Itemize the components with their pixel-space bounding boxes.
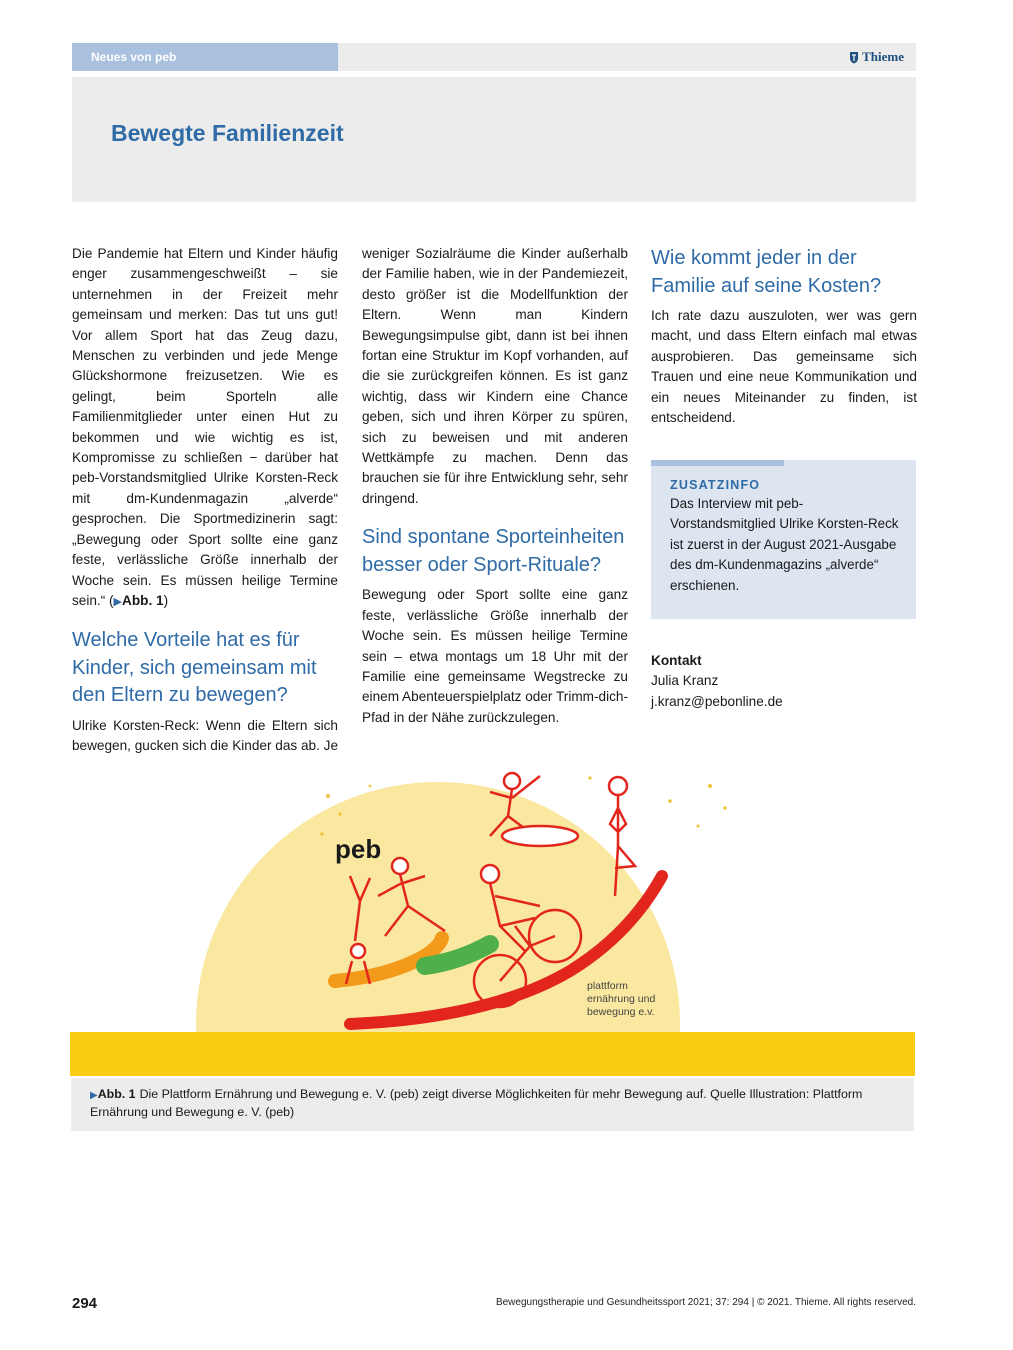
intro-text: Die Pandemie hat Eltern und Kinder häufig enger zusammengeschweißt – sie unternehmen in der Freizeit mehr gemeinsam und merken: Das tut uns gut! Vor allem Sport hat das Zeug dazu, Menschen zu verbinden und jede Menge Glückshormone freizusetzen. Wie es gelingt, beim Sporteln alle Familienmitglieder unter einen Hut zu bekommen und wie wichtig es ist, Kompromisse zu schließen − darüber hat peb-Vorstandsmitglied Ulrike Korsten-Reck mit dm-Kundenmagazin „alverde“ gesprochen. Die Sportmedizinerin sagt: „Bewegung oder Sport sollte eine ganz feste, verlässliche Größe innerhalb der Woche sein. Es müssen heilige Termine sein.“ ( — [72, 246, 338, 608]
figure-ref-arrow-icon: ▶ — [113, 595, 123, 608]
contact-email-link[interactable]: j.kranz@pebonline.de — [651, 693, 783, 709]
paragraph-kosten: Ich rate dazu auszuloten, wer was gern macht, und dass Eltern einfach mal etwas ausprobieren. Das gemeinsame sich Trauen und eine neue Kommunikation und ein neues Miteinander zu finden, ist entscheidend. — [651, 308, 917, 426]
info-box-kicker: ZUSATZINFO — [670, 478, 761, 492]
header-strip — [338, 43, 916, 71]
heading-spontan: Sind spontane Sporteinheiten besser oder Sport-Rituale? — [362, 526, 625, 576]
info-box — [651, 460, 916, 619]
section-label: Neues von peb — [72, 43, 338, 71]
intro-paragraph — [72, 244, 338, 612]
info-box-accent-bar — [651, 460, 784, 466]
peb-logo: peb — [335, 834, 382, 864]
figure-caption — [71, 1078, 914, 1131]
contact-block — [651, 651, 783, 712]
heading-vorteile: Welche Vorteile hat es für Kinder, sich gemeinsam mit den Eltern zu bewegen? — [72, 629, 317, 707]
caption-label: Abb. 1 — [97, 1087, 136, 1101]
contact-label: Kontakt — [651, 653, 702, 668]
platform-text-line1: plattform — [587, 980, 628, 992]
yellow-band — [70, 1032, 915, 1076]
article-title: Bewegte Familienzeit — [111, 120, 344, 146]
title-box — [72, 77, 916, 202]
column-2 — [362, 244, 628, 728]
family-sports-illustration — [70, 756, 915, 1076]
paragraph-spontan: Bewegung oder Sport sollte eine ganz feste, verlässliche Größe innerhalb der Woche sein. Es müssen heilige Termine sein – etwa montags um 18 Uhr mit der Familie eine gemeinsame Wegstrecke zu einem Abenteuerspielplatz oder Trimm-dich-Pfad in der Nähe zurückzulegen. — [362, 587, 628, 725]
footer-citation: Bewegungstherapie und Gesundheitssport 2021; 37: 294 | © 2021. Thieme. All rights reserved. — [495, 1297, 916, 1308]
heading-kosten: Wie kommt jeder in der Familie auf seine Kosten? — [651, 247, 882, 297]
intro-end: ) — [163, 592, 169, 608]
column-3 — [651, 244, 917, 428]
contact-name: Julia Kranz — [651, 673, 719, 689]
paragraph-vorteile-2: weniger Sozialräume die Kinder außerhalb der Familie haben, wie in der Pandemiezeit, desto größer ist die Modellfunktion der Eltern. Wenn man Kindern Bewegungsimpulse gibt, dann ist bei ihnen fortan eine Struktur im Kopf vorhanden, auf die sie zurückgreifen können. Es ist ganz wichtig, dass wir Kindern eine Chance geben, sich und ihren Körper zu spüren, sich zu beweisen und mit anderen Wettkämpfe zu machen. Denn das brauchen sie für ihre Entwicklung sehr, sehr dringend. — [362, 246, 628, 506]
info-box-text: Das Interview mit peb-Vorstandsmitglied Ulrike Korsten-Reck ist zuerst in der August 2021-Ausgabe des dm-Kundenmagazins „alverde“ erschienen. — [670, 496, 899, 593]
caption-text: Die Plattform Ernährung und Bewegung e. V. (peb) zeigt diverse Möglichkeiten für mehr Bewegung auf. Quelle Illustration: Plattform Ernährung und Bewegung e. V. (peb) — [90, 1087, 863, 1119]
figure-illustration — [70, 756, 915, 1076]
column-1 — [72, 244, 338, 757]
paragraph-vorteile-1: Ulrike Korsten-Reck: Wenn die Eltern sich bewegen, gucken sich die Kinder das ab. Je — [72, 717, 339, 754]
platform-text-line2: ernährung und — [587, 993, 656, 1005]
platform-text-line3: bewegung e.v. — [587, 1006, 655, 1018]
publisher-name: Thieme — [862, 49, 904, 64]
publisher-logo — [849, 49, 904, 65]
thieme-shield-icon — [849, 51, 859, 64]
page-number: 294 — [72, 1295, 98, 1312]
figure-reference-link[interactable]: Abb. 1 — [122, 592, 164, 608]
sun-circle — [196, 782, 680, 1076]
caption-arrow-icon: ▶ — [90, 1090, 98, 1101]
